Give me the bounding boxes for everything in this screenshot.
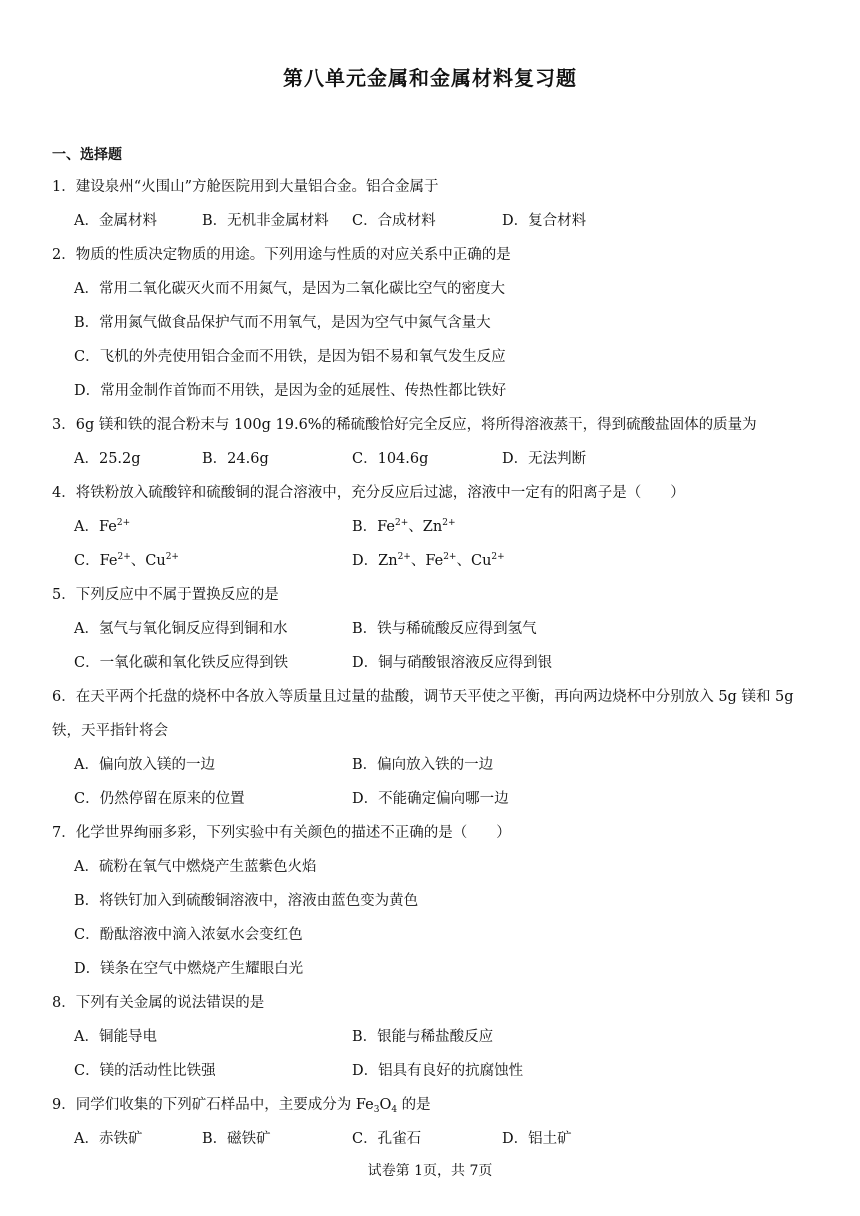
option-label: A．	[74, 519, 99, 535]
ion-charge: 2+	[442, 518, 456, 528]
option-c[interactable]: C．104.6g	[352, 451, 429, 467]
question-stem: 8．下列有关金属的说法错误的是	[52, 995, 265, 1011]
option-a[interactable]: A．赤铁矿	[74, 1131, 143, 1147]
ion-charge: 2+	[117, 552, 131, 562]
ion-charge: 2+	[165, 552, 179, 562]
option-d[interactable]: D．镁条在空气中燃烧产生耀眼白光	[74, 961, 304, 977]
question-2	[52, 238, 812, 408]
question-stem: 3．6g 镁和铁的混合粉末与 100g 19.6%的稀硫酸恰好完全反应，将所得溶液蒸干，得到硫酸盐固体的质量为	[52, 417, 757, 433]
option-row	[74, 646, 812, 680]
ion-fe: Fe	[98, 519, 117, 535]
option-label: B．	[352, 519, 378, 535]
question-9	[52, 1088, 812, 1156]
ion-fe: Fe	[99, 553, 118, 569]
question-8	[52, 986, 812, 1088]
question-stem: 1．建设泉州“火围山”方舱医院用到大量铝合金。铝合金属于	[52, 179, 439, 195]
question-3	[52, 408, 812, 476]
question-stem: 4．将铁粉放入硫酸锌和硫酸铜的混合溶液中，充分反应后过滤，溶液中一定有的阳离子是（ ）	[52, 485, 685, 501]
ion-charge: 2+	[116, 518, 131, 528]
option-label: D．	[352, 553, 379, 569]
option-d[interactable]: D．常用金制作首饰而不用铁，是因为金的延展性、传热性都比铁好	[74, 383, 507, 399]
separator: 、	[130, 553, 146, 569]
option-label: C．	[74, 553, 100, 569]
option-b[interactable]: B．将铁钉加入到硫酸铜溶液中，溶液由蓝色变为黄色	[74, 893, 419, 909]
formula-element: O	[379, 1097, 392, 1113]
option-row	[74, 748, 812, 782]
option-b[interactable]: B．偏向放入铁的一边	[352, 757, 494, 773]
page-title: 第八单元金属和金属材料复习题	[283, 66, 577, 90]
question-5	[52, 578, 812, 680]
ion-zn: Zn	[378, 553, 398, 569]
option-row	[74, 510, 812, 544]
option-row	[74, 204, 812, 238]
option-a[interactable]: A．金属材料	[74, 213, 157, 229]
option-d[interactable]: D．铝土矿	[502, 1131, 572, 1147]
option-c[interactable]	[74, 544, 179, 578]
section-heading: 一、选择题	[52, 147, 122, 163]
question-stem	[52, 1088, 812, 1122]
option-b[interactable]: B．银能与稀盐酸反应	[352, 1029, 494, 1045]
option-b[interactable]: B．常用氮气做食品保护气而不用氧气，是因为空气中氮气含量大	[74, 315, 491, 331]
question-6	[52, 680, 812, 816]
option-b[interactable]	[352, 510, 456, 544]
question-stem: 6．在天平两个托盘的烧杯中各放入等质量且过量的盐酸，调节天平使之平衡，再向两边烧杯中分别放入 5g 镁和 5g 铁，天平指针将会	[52, 689, 794, 739]
option-d[interactable]: D．铝具有良好的抗腐蚀性	[352, 1063, 524, 1079]
formula-subscript: 3	[373, 1105, 380, 1115]
ion-zn: Zn	[422, 519, 443, 535]
option-d[interactable]: D．复合材料	[502, 213, 587, 229]
separator: 、	[456, 553, 471, 569]
option-c[interactable]: C．一氧化碳和氧化铁反应得到铁	[74, 655, 289, 671]
option-c[interactable]: C．仍然停留在原来的位置	[74, 791, 245, 807]
option-row	[74, 1054, 812, 1088]
option-row	[74, 612, 812, 646]
option-c[interactable]: C．飞机的外壳使用铝合金而不用铁，是因为铝不易和氧气发生反应	[74, 349, 506, 365]
ion-fe: Fe	[377, 519, 396, 535]
question-1	[52, 170, 812, 238]
option-d[interactable]: D．不能确定偏向哪一边	[352, 791, 509, 807]
option-a[interactable]	[74, 510, 130, 544]
option-a[interactable]: A．25.2g	[74, 451, 141, 467]
option-c[interactable]: C．酚酞溶液中滴入浓氨水会变红色	[74, 927, 303, 943]
option-a[interactable]: A．偏向放入镁的一边	[74, 757, 215, 773]
option-d[interactable]: D．无法判断	[502, 451, 587, 467]
option-b[interactable]: B．铁与稀硫酸反应得到氢气	[352, 621, 537, 637]
question-stem: 5．下列反应中不属于置换反应的是	[52, 587, 279, 603]
question-4	[52, 476, 812, 578]
question-stem: 7．化学世界绚丽多彩，下列实验中有关颜色的描述不正确的是（ ）	[52, 825, 511, 841]
stem-text: 9．同学们收集的下列矿石样品中，主要成分为	[52, 1097, 356, 1113]
ion-charge: 2+	[395, 518, 409, 528]
question-stem: 2．物质的性质决定物质的用途。下列用途与性质的对应关系中正确的是	[52, 247, 511, 263]
ion-charge: 2+	[443, 552, 457, 562]
option-a[interactable]: A．氢气与氧化铜反应得到铜和水	[74, 621, 288, 637]
page-footer: 试卷第 1页，共 7页	[367, 1163, 493, 1179]
question-list	[52, 170, 812, 1156]
option-row	[74, 1020, 812, 1054]
option-row	[74, 544, 812, 578]
option-c[interactable]: C．孔雀石	[352, 1131, 422, 1147]
option-row	[74, 442, 812, 476]
ion-cu: Cu	[470, 553, 492, 569]
option-d[interactable]: D．铜与硝酸银溶液反应得到银	[352, 655, 553, 671]
option-d[interactable]	[352, 544, 505, 578]
option-b[interactable]: B．24.6g	[202, 451, 269, 467]
option-b[interactable]: B．无机非金属材料	[202, 213, 329, 229]
ion-charge: 2+	[397, 552, 411, 562]
option-a[interactable]: A．硫粉在氧气中燃烧产生蓝紫色火焰	[74, 859, 317, 875]
separator: 、	[408, 519, 423, 535]
question-7	[52, 816, 812, 986]
option-row	[74, 1122, 812, 1156]
ion-fe: Fe	[425, 553, 444, 569]
option-c[interactable]: C．镁的活动性比铁强	[74, 1063, 216, 1079]
separator: 、	[410, 553, 426, 569]
ion-cu: Cu	[145, 553, 166, 569]
formula-fe3o4	[356, 1097, 397, 1113]
option-row	[74, 782, 812, 816]
option-c[interactable]: C．合成材料	[352, 213, 436, 229]
option-b[interactable]: B．磁铁矿	[202, 1131, 271, 1147]
ion-charge: 2+	[491, 552, 505, 562]
option-a[interactable]: A．常用二氧化碳灭火而不用氮气，是因为二氧化碳比空气的密度大	[74, 281, 505, 297]
formula-subscript: 4	[391, 1105, 398, 1115]
stem-text: 的是	[397, 1097, 431, 1113]
formula-element: Fe	[355, 1097, 374, 1113]
option-a[interactable]: A．铜能导电	[74, 1029, 157, 1045]
